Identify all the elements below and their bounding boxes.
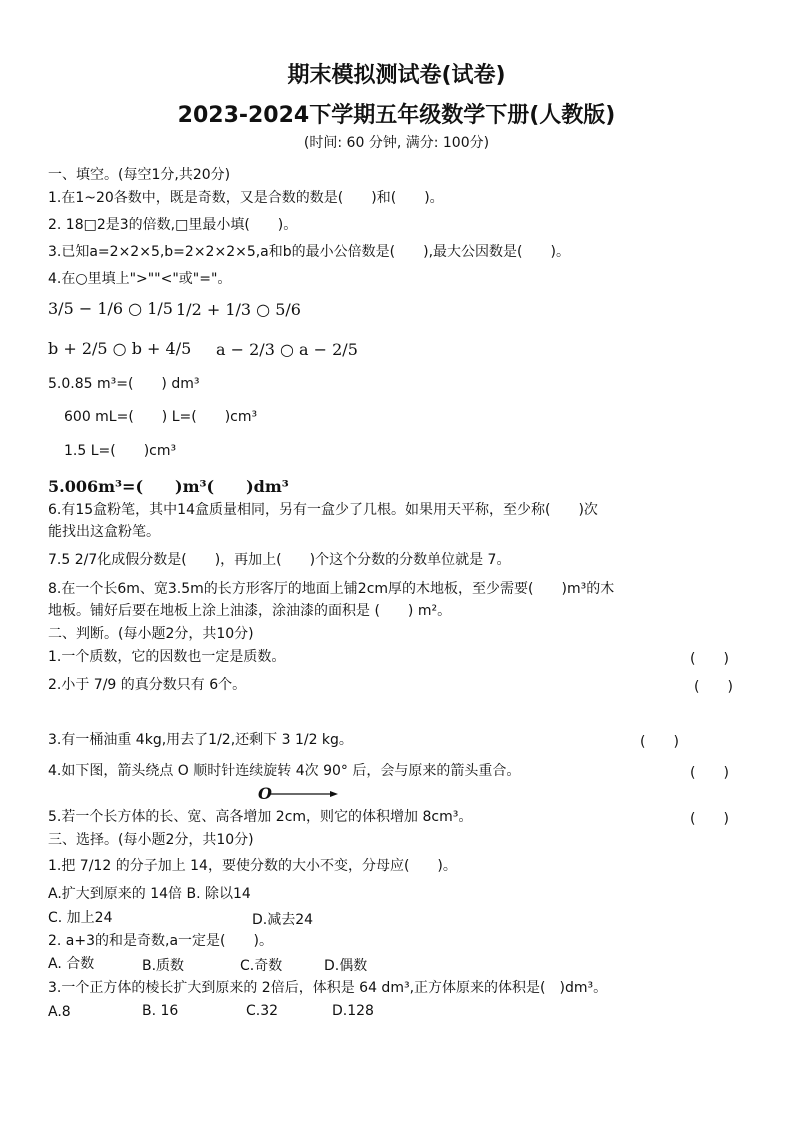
fill-q6-line2: 能找出这盒粉笔。 — [48, 524, 160, 540]
rotation-arrow-figure — [258, 784, 338, 802]
judge-q5: 5.若一个长方体的长、宽、高各增加 2cm，则它的体积增加 8cm³。 — [48, 809, 473, 825]
choice-q3-option-c: C.32 — [246, 1003, 279, 1019]
fill-q4-item-c: b + 2/5 ○ b + 4/5 — [48, 339, 192, 358]
judge-q2: 2.小于 7/9 的真分数只有 6个。 — [48, 677, 247, 693]
judge-q3: 3.有一桶油重 4kg,用去了1/2,还剩下 3 1/2 kg。 — [48, 732, 353, 748]
section-fill-heading: 一、填空。(每空1分,共20分) — [48, 167, 231, 183]
fill-q2: 2. 18□2是3的倍数,□里最小填( )。 — [48, 217, 298, 233]
fill-q5-b: 600 mL=( ) L=( )cm³ — [64, 409, 258, 425]
exam-title: 期末模拟测试卷(试卷) — [287, 63, 506, 88]
choice-q1: 1.把 7/12 的分子加上 14，要使分数的大小不变，分母应( )。 — [48, 858, 457, 874]
fill-q8-line1: 8.在一个长6m、宽3.5m的长方形客厅的地面上铺2cm厚的木地板，至少需要( )m³的木 — [48, 581, 615, 597]
fill-q6-line1: 6.有15盒粉笔，其中14盒质量相同，另有一盒少了几根。如果用天平称，至少称( )次 — [48, 502, 598, 518]
choice-q1-option-c: C. 加上24 — [48, 910, 113, 926]
judge-q5-bracket: ( ) — [690, 811, 729, 827]
choice-q3: 3.一个正方体的棱长扩大到原来的 2倍后，体积是 64 dm³,正方体原来的体积是( )dm³。 — [48, 980, 608, 996]
choice-q3-option-d: D.128 — [332, 1003, 374, 1019]
fill-q4-item-b: 1/2 + 1/3 ○ 5/6 — [176, 300, 301, 319]
arrow-origin-label: O — [258, 784, 272, 803]
fill-q7: 7.5 2/7化成假分数是( )，再加上( )个这个分数的分数单位就是 7。 — [48, 552, 511, 568]
choice-q1-option-d: D.减去24 — [252, 912, 314, 928]
choice-q2-option-b: B.质数 — [142, 958, 185, 974]
exam-meta: (时间: 60 分钟, 满分: 100分) — [303, 135, 490, 151]
fill-q5-a: 5.0.85 m³=( ) dm³ — [48, 376, 200, 392]
choice-q1-options-ab: A.扩大到原来的 14倍 B. 除以14 — [48, 886, 251, 902]
section-choice-heading: 三、选择。(每小题2分，共10分) — [48, 832, 254, 848]
exam-subtitle: 2023-2024下学期五年级数学下册(人教版) — [177, 103, 616, 128]
judge-q4-bracket: ( ) — [690, 765, 729, 781]
fill-q8-line2: 地板。铺好后要在地板上涂上油漆，涂油漆的面积是 ( ) m²。 — [48, 603, 452, 619]
fill-q4-item-d: a − 2/3 ○ a − 2/5 — [216, 340, 358, 359]
judge-q4: 4.如下图，箭头绕点 O 顺时针连续旋转 4次 90° 后，会与原来的箭头重合。 — [48, 763, 521, 779]
choice-q2-option-d: D.偶数 — [324, 958, 368, 974]
judge-q1: 1.一个质数，它的因数也一定是质数。 — [48, 649, 286, 665]
judge-q1-bracket: ( ) — [690, 651, 729, 667]
fill-q5-d: 5.006m³=( )m³( )dm³ — [48, 477, 289, 496]
judge-q3-bracket: ( ) — [640, 734, 679, 750]
choice-q2-option-a: A. 合数 — [48, 956, 95, 972]
choice-q3-option-a: A.8 — [48, 1004, 71, 1020]
choice-q2-option-c: C.奇数 — [240, 958, 283, 974]
choice-q2: 2. a+3的和是奇数,a一定是( )。 — [48, 933, 273, 949]
fill-q1: 1.在1~20各数中，既是奇数，又是合数的数是( )和( )。 — [48, 190, 444, 206]
judge-q2-bracket: ( ) — [694, 679, 733, 695]
fill-q4: 4.在○里填上">""<"或"="。 — [48, 271, 232, 287]
fill-q5-c: 1.5 L=( )cm³ — [64, 443, 177, 459]
fill-q3: 3.已知a=2×2×5,b=2×2×2×5,a和b的最小公倍数是( ),最大公因数是( )。 — [48, 244, 570, 260]
section-judge-heading: 二、判断。(每小题2分，共10分) — [48, 626, 254, 642]
fill-q4-item-a: 3/5 − 1/6 ○ 1/5 — [48, 299, 173, 318]
arrow-icon — [258, 784, 338, 802]
choice-q3-option-b: B. 16 — [142, 1003, 179, 1019]
